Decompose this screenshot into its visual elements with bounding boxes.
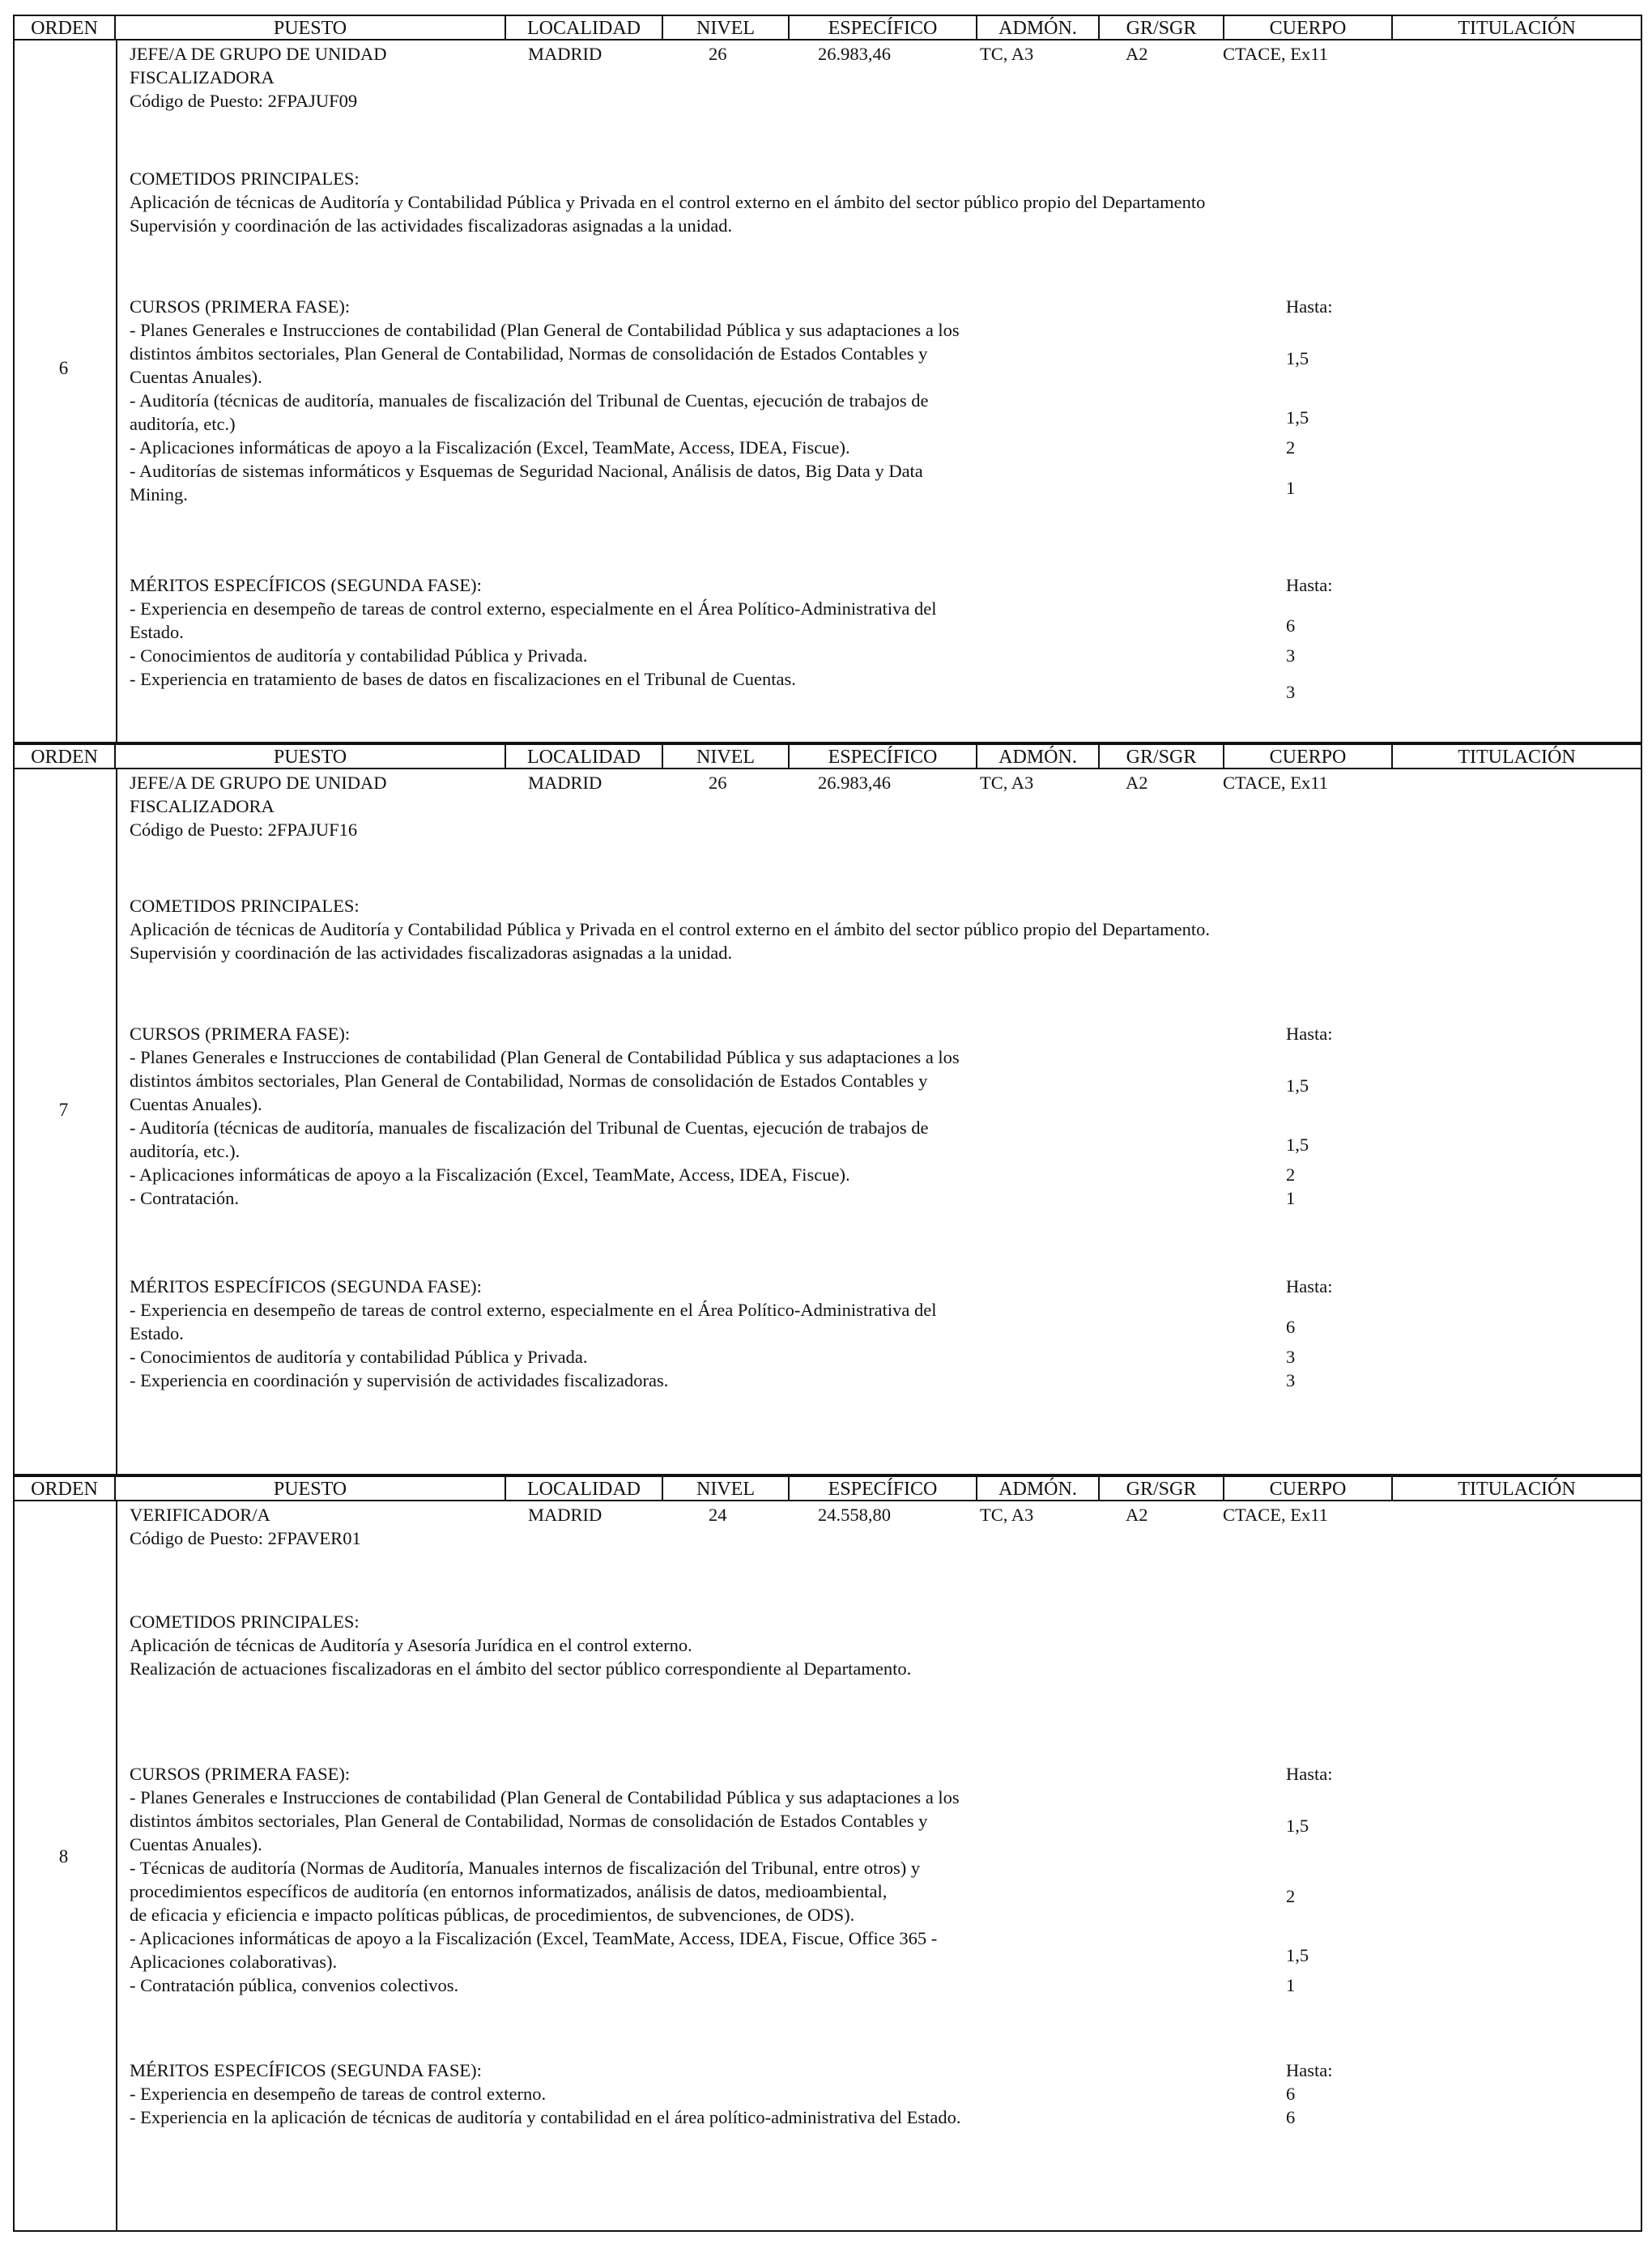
especifico-value: 24.558,80 xyxy=(818,1505,891,1525)
header-gr-sgr: GR/SGR xyxy=(1100,16,1224,39)
curso-points: 1 xyxy=(1286,1975,1296,1995)
cometidos-heading: COMETIDOS PRINCIPALES: xyxy=(130,1611,360,1632)
merito-line: - Experiencia en coordinación y supervisión de actividades fiscalizadoras. xyxy=(130,1370,669,1390)
header-especifico: ESPECÍFICO xyxy=(790,1477,977,1500)
cuerpo-value: CTACE, Ex11 xyxy=(1223,1505,1328,1525)
position-code: Código de Puesto: 2FPAVER01 xyxy=(130,1528,361,1548)
meritos-hasta-label: Hasta: xyxy=(1286,575,1333,595)
position-code: Código de Puesto: 2FPAJUF09 xyxy=(130,91,358,111)
header-orden: ORDEN xyxy=(15,16,116,39)
header-especifico: ESPECÍFICO xyxy=(790,16,977,39)
header-puesto: PUESTO xyxy=(116,16,506,39)
curso-line: - Aplicaciones informáticas de apoyo a la Fiscalización (Excel, TeamMate, Access, IDEA, Fiscue). xyxy=(130,437,850,458)
curso-line: distintos ámbitos sectoriales, Plan General de Contabilidad, Normas de consolidación de Estados Contables y xyxy=(130,1071,928,1091)
curso-points: 1,5 xyxy=(1286,1134,1309,1155)
curso-line: de eficacia y eficiencia e impacto políticas públicas, de procedimientos, de subvenciones, de ODS). xyxy=(130,1905,855,1925)
header-cuerpo: CUERPO xyxy=(1224,745,1393,768)
gr-sgr-value: A2 xyxy=(1126,1505,1148,1525)
header-gr-sgr: GR/SGR xyxy=(1100,1477,1224,1500)
column-divider xyxy=(116,1501,117,2230)
cometido-line: Supervisión y coordinación de las actividades fiscalizadoras asignadas a la unidad. xyxy=(130,943,733,963)
header-localidad: LOCALIDAD xyxy=(506,1477,663,1500)
header-nivel: NIVEL xyxy=(663,16,790,39)
merito-line: - Experiencia en desempeño de tareas de control externo. xyxy=(130,2084,547,2104)
meritos-heading: MÉRITOS ESPECÍFICOS (SEGUNDA FASE): xyxy=(130,2060,482,2080)
header-nivel: NIVEL xyxy=(663,1477,790,1500)
curso-points: 1,5 xyxy=(1286,1944,1309,1965)
header-cuerpo: CUERPO xyxy=(1224,16,1393,39)
position-code: Código de Puesto: 2FPAJUF16 xyxy=(130,820,358,840)
merito-line: - Conocimientos de auditoría y contabilidad Pública y Privada. xyxy=(130,1347,588,1367)
cometido-line: Aplicación de técnicas de Auditoría y Contabilidad Pública y Privada en el control externo en el ámbito del sector público propio del Departamento xyxy=(130,192,1206,212)
cometido-line: Supervisión y coordinación de las actividades fiscalizadoras asignadas a la unidad. xyxy=(130,215,733,236)
column-divider xyxy=(116,40,117,742)
nivel-value: 26 xyxy=(709,773,727,793)
especifico-value: 26.983,46 xyxy=(818,773,891,793)
curso-line: distintos ámbitos sectoriales, Plan General de Contabilidad, Normas de consolidación de Estados Contables y xyxy=(130,343,928,364)
cursos-hasta-label: Hasta: xyxy=(1286,1024,1333,1044)
curso-line: auditoría, etc.). xyxy=(130,1141,241,1161)
nivel-value: 26 xyxy=(709,44,727,64)
header-cuerpo: CUERPO xyxy=(1224,1477,1393,1500)
curso-line: Cuentas Anuales). xyxy=(130,367,262,387)
cometido-line: Aplicación de técnicas de Auditoría y Asesoría Jurídica en el control externo. xyxy=(130,1635,692,1655)
merito-line: Estado. xyxy=(130,622,184,642)
cursos-heading: CURSOS (PRIMERA FASE): xyxy=(130,1024,351,1044)
curso-line: - Aplicaciones informáticas de apoyo a la Fiscalización (Excel, TeamMate, Access, IDEA, Fiscue, Office 365 - xyxy=(130,1928,938,1948)
gr-sgr-value: A2 xyxy=(1126,44,1148,64)
column-divider xyxy=(116,769,117,1474)
header-orden: ORDEN xyxy=(15,745,116,768)
meritos-heading: MÉRITOS ESPECÍFICOS (SEGUNDA FASE): xyxy=(130,575,482,595)
position-title: JEFE/A DE GRUPO DE UNIDAD xyxy=(130,44,387,64)
curso-points: 1,5 xyxy=(1286,407,1309,428)
header-nivel: NIVEL xyxy=(663,745,790,768)
header-admon: ADMÓN. xyxy=(977,16,1100,39)
merito-line: - Experiencia en la aplicación de técnicas de auditoría y contabilidad en el área político-administrativa del Estado. xyxy=(130,2107,961,2127)
curso-line: - Auditoría (técnicas de auditoría, manuales de fiscalización del Tribunal de Cuentas, ejecución de trabajos de xyxy=(130,1118,929,1138)
merito-line: - Conocimientos de auditoría y contabilidad Pública y Privada. xyxy=(130,645,588,666)
orden-number: 8 xyxy=(58,1846,69,1867)
merito-points: 6 xyxy=(1286,2084,1296,2104)
header-localidad: LOCALIDAD xyxy=(506,745,663,768)
curso-points: 2 xyxy=(1286,1164,1296,1185)
table-header-row xyxy=(13,15,1642,40)
header-puesto: PUESTO xyxy=(116,745,506,768)
localidad-value: MADRID xyxy=(528,44,602,64)
curso-line: - Contratación. xyxy=(130,1188,239,1208)
cometidos-heading: COMETIDOS PRINCIPALES: xyxy=(130,896,360,916)
cometidos-heading: COMETIDOS PRINCIPALES: xyxy=(130,168,360,189)
merito-points: 6 xyxy=(1286,2107,1296,2127)
curso-line: - Auditoría (técnicas de auditoría, manuales de fiscalización del Tribunal de Cuentas, ejecución de trabajos de xyxy=(130,390,929,411)
curso-line: Cuentas Anuales). xyxy=(130,1834,262,1854)
curso-points: 2 xyxy=(1286,437,1296,458)
header-puesto: PUESTO xyxy=(116,1477,506,1500)
cometido-line: Realización de actuaciones fiscalizadoras en el ámbito del sector público correspondiente al Departamento. xyxy=(130,1658,912,1679)
merito-points: 3 xyxy=(1286,645,1296,666)
cursos-hasta-label: Hasta: xyxy=(1286,296,1333,317)
localidad-value: MADRID xyxy=(528,1505,602,1525)
cursos-heading: CURSOS (PRIMERA FASE): xyxy=(130,296,351,317)
header-titulacion: TITULACIÓN xyxy=(1458,747,1576,768)
nivel-value: 24 xyxy=(709,1505,727,1525)
cursos-heading: CURSOS (PRIMERA FASE): xyxy=(130,1764,351,1784)
curso-points: 1,5 xyxy=(1286,1075,1309,1096)
merito-line: Estado. xyxy=(130,1323,184,1343)
curso-line: procedimientos específicos de auditoría (en entornos informatizados, análisis de datos, medioambiental, xyxy=(130,1881,888,1901)
curso-line: - Contratación pública, convenios colectivos. xyxy=(130,1975,459,1995)
curso-line: - Planes Generales e Instrucciones de contabilidad (Plan General de Contabilidad Pública y sus adaptaciones a los xyxy=(130,1787,960,1807)
especifico-value: 26.983,46 xyxy=(818,44,891,64)
cometido-line: Aplicación de técnicas de Auditoría y Contabilidad Pública y Privada en el control externo en el ámbito del sector público propio del Departamento. xyxy=(130,919,1210,939)
curso-points: 2 xyxy=(1286,1886,1296,1906)
cursos-hasta-label: Hasta: xyxy=(1286,1764,1333,1784)
merito-line: - Experiencia en desempeño de tareas de control externo, especialmente en el Área Político-Administrativa del xyxy=(130,1300,937,1320)
curso-line: - Técnicas de auditoría (Normas de Auditoría, Manuales internos de fiscalización del Tribunal, entre otros) y xyxy=(130,1858,921,1878)
position-title-cont: FISCALIZADORA xyxy=(130,67,275,87)
admon-value: TC, A3 xyxy=(980,44,1034,64)
curso-line: - Planes Generales e Instrucciones de contabilidad (Plan General de Contabilidad Pública y sus adaptaciones a los xyxy=(130,320,960,340)
curso-points: 1 xyxy=(1286,1188,1296,1208)
table-header-row xyxy=(13,1475,1642,1501)
orden-number: 6 xyxy=(58,358,69,378)
curso-points: 1,5 xyxy=(1286,348,1309,368)
merito-points: 3 xyxy=(1286,682,1296,702)
position-title-cont: FISCALIZADORA xyxy=(130,796,275,816)
position-title: JEFE/A DE GRUPO DE UNIDAD xyxy=(130,773,387,793)
curso-line: - Aplicaciones informáticas de apoyo a la Fiscalización (Excel, TeamMate, Access, IDEA, Fiscue). xyxy=(130,1164,850,1185)
meritos-hasta-label: Hasta: xyxy=(1286,1276,1333,1296)
meritos-hasta-label: Hasta: xyxy=(1286,2060,1333,2080)
table-header-row xyxy=(13,743,1642,769)
header-titulacion: TITULACIÓN xyxy=(1458,18,1576,39)
header-especifico: ESPECÍFICO xyxy=(790,745,977,768)
gr-sgr-value: A2 xyxy=(1126,773,1148,793)
header-gr-sgr: GR/SGR xyxy=(1100,745,1224,768)
header-admon: ADMÓN. xyxy=(977,1477,1100,1500)
curso-points: 1 xyxy=(1286,477,1296,498)
cuerpo-value: CTACE, Ex11 xyxy=(1223,44,1328,64)
merito-points: 3 xyxy=(1286,1347,1296,1367)
meritos-heading: MÉRITOS ESPECÍFICOS (SEGUNDA FASE): xyxy=(130,1276,482,1296)
curso-line: - Auditorías de sistemas informáticos y Esquemas de Seguridad Nacional, Análisis de datos, Big Data y Data xyxy=(130,461,923,481)
cuerpo-value: CTACE, Ex11 xyxy=(1223,773,1328,793)
merito-points: 6 xyxy=(1286,1316,1296,1337)
merito-points: 6 xyxy=(1286,615,1296,636)
orden-number: 7 xyxy=(58,1100,69,1120)
curso-line: - Planes Generales e Instrucciones de contabilidad (Plan General de Contabilidad Pública y sus adaptaciones a los xyxy=(130,1047,960,1067)
header-orden: ORDEN xyxy=(15,1477,116,1500)
curso-line: Cuentas Anuales). xyxy=(130,1094,262,1114)
admon-value: TC, A3 xyxy=(980,773,1034,793)
position-title: VERIFICADOR/A xyxy=(130,1505,270,1525)
merito-line: - Experiencia en desempeño de tareas de control externo, especialmente en el Área Político-Administrativa del xyxy=(130,598,937,619)
header-localidad: LOCALIDAD xyxy=(506,16,663,39)
header-titulacion: TITULACIÓN xyxy=(1458,1479,1576,1500)
curso-line: Mining. xyxy=(130,484,188,505)
curso-points: 1,5 xyxy=(1286,1816,1309,1836)
curso-line: auditoría, etc.) xyxy=(130,414,236,434)
curso-line: distintos ámbitos sectoriales, Plan General de Contabilidad, Normas de consolidación de Estados Contables y xyxy=(130,1811,928,1831)
header-admon: ADMÓN. xyxy=(977,745,1100,768)
curso-line: Aplicaciones colaborativas). xyxy=(130,1952,338,1972)
merito-points: 3 xyxy=(1286,1370,1296,1390)
localidad-value: MADRID xyxy=(528,773,602,793)
admon-value: TC, A3 xyxy=(980,1505,1034,1525)
merito-line: - Experiencia en tratamiento de bases de datos en fiscalizaciones en el Tribunal de Cuentas. xyxy=(130,669,796,689)
